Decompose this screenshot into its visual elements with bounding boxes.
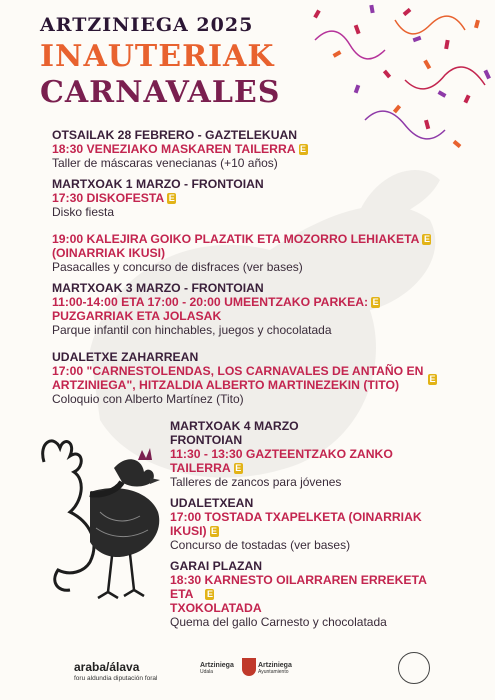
label-text: Artziniega xyxy=(200,662,234,669)
artziniega-logo xyxy=(200,656,300,686)
araba-logo-subtitle: foru aldundia diputación foral xyxy=(74,675,158,682)
activity-text: 17:30 DISKOFESTA xyxy=(52,191,165,205)
event-description: Coloquio con Alberto Martínez (Tito) xyxy=(52,392,244,406)
event-kalejira xyxy=(52,232,452,275)
euskara-badge-icon: E xyxy=(206,589,213,599)
event-activity-line1 xyxy=(52,295,452,309)
event-header-date: MARTXOAK 4 MARZO xyxy=(170,419,299,433)
artziniega-ayuntamiento-label xyxy=(258,662,292,675)
label-sub: Udala xyxy=(200,669,214,675)
event-description: Pasacalles y concurso de disfraces (ver bases) xyxy=(52,260,303,274)
title-inauteriak: INAUTERIAK xyxy=(40,39,275,74)
activity-text: 18:30 VENEZIAKO MASKAREN TAILERRA xyxy=(52,142,296,156)
event-activity xyxy=(52,191,452,205)
euskara-badge-icon: E xyxy=(235,463,242,473)
event-activity xyxy=(170,510,452,538)
event-activity-line1 xyxy=(170,573,452,601)
euskara-badge-icon: E xyxy=(429,374,436,384)
activity-text: 11:00-14:00 ETA 17:00 - 20:00 UMEENTZAKO PARKEA: xyxy=(52,295,369,309)
poster-header xyxy=(40,14,280,108)
event-header: UDALETXE ZAHARREAN xyxy=(52,350,199,364)
event-3-marzo xyxy=(52,281,452,338)
coat-of-arms-icon xyxy=(242,658,256,676)
event-activity-line1 xyxy=(52,232,452,246)
event-header: MARTXOAK 1 MARZO - FRONTOIAN xyxy=(52,177,264,191)
euskara-badge-icon: E xyxy=(372,297,379,307)
event-udaletxean xyxy=(170,496,452,553)
euskara-badge-icon: E xyxy=(300,144,307,154)
euskara-badge-icon: E xyxy=(423,234,430,244)
event-header: GARAI PLAZAN xyxy=(170,559,263,573)
footer-logos xyxy=(0,650,495,690)
event-activity-line2: PUZGARRIAK ETA JOLASAK xyxy=(52,309,222,323)
event-description: Talleres de zancos para jóvenes xyxy=(170,475,342,489)
event-header: UDALETXEAN xyxy=(170,496,254,510)
event-description: Concurso de tostadas (ver bases) xyxy=(170,538,351,552)
araba-logo-text: araba/álava xyxy=(74,660,140,674)
event-description: Quema del gallo Carnesto y chocolatada xyxy=(170,615,387,629)
label-sub: Ayuntamiento xyxy=(258,669,289,675)
event-description: Disko fiesta xyxy=(52,205,115,219)
event-udaletxe-zaharrean xyxy=(52,350,452,407)
title-year: ARTZINIEGA 2025 xyxy=(40,14,254,36)
event-4-marzo xyxy=(170,419,452,490)
label-text: Artziniega xyxy=(258,662,292,669)
event-activity xyxy=(52,142,452,156)
event-header-venue: FRONTOIAN xyxy=(170,433,243,447)
event-activity-line2: TXOKOLATADA xyxy=(170,601,262,615)
activity-text: 17:00 TOSTADA TXAPELKETA (OINARRIAK IKUSI) xyxy=(170,510,422,538)
event-28-febrero xyxy=(52,128,452,171)
association-stamp-icon xyxy=(398,652,430,684)
event-activity-line1 xyxy=(52,364,452,384)
artziniega-udala-label xyxy=(200,662,234,675)
event-garai-plazan xyxy=(170,559,452,630)
event-description: Parque infantil con hinchables, juegos y chocolatada xyxy=(52,323,332,337)
euskara-badge-icon: E xyxy=(211,526,218,536)
activity-text: 11:30 - 13:30 GAZTEENTZAKO ZANKO TAILERRA xyxy=(170,447,393,475)
event-activity-line2: (OINARRIAK IKUSI) xyxy=(52,246,166,260)
event-1-marzo xyxy=(52,177,452,220)
title-carnavales: CARNAVALES xyxy=(40,75,281,110)
araba-alava-logo xyxy=(74,660,157,682)
event-description: Taller de máscaras venecianas (+10 años) xyxy=(52,156,278,170)
event-activity-line2: ARTZINIEGA", HITZALDIA ALBERTO MARTINEZEKIN (TITO) xyxy=(52,378,400,392)
event-header: MARTXOAK 3 MARZO - FRONTOIAN xyxy=(52,281,264,295)
rooster-illustration xyxy=(30,432,170,612)
euskara-badge-icon: E xyxy=(168,193,175,203)
event-header: OTSAILAK 28 FEBRERO - GAZTELEKUAN xyxy=(52,128,298,142)
event-activity xyxy=(170,447,452,475)
activity-text: 19:00 KALEJIRA GOIKO PLAZATIK ETA MOZORRO LEHIAKETA xyxy=(52,232,420,246)
activity-text: 17:00 "CARNESTOLENDAS, LOS CARNAVALES DE ANTAÑO EN xyxy=(52,364,424,378)
activity-text: 18:30 KARNESTO OILARRAREN ERREKETA ETA xyxy=(170,573,427,601)
